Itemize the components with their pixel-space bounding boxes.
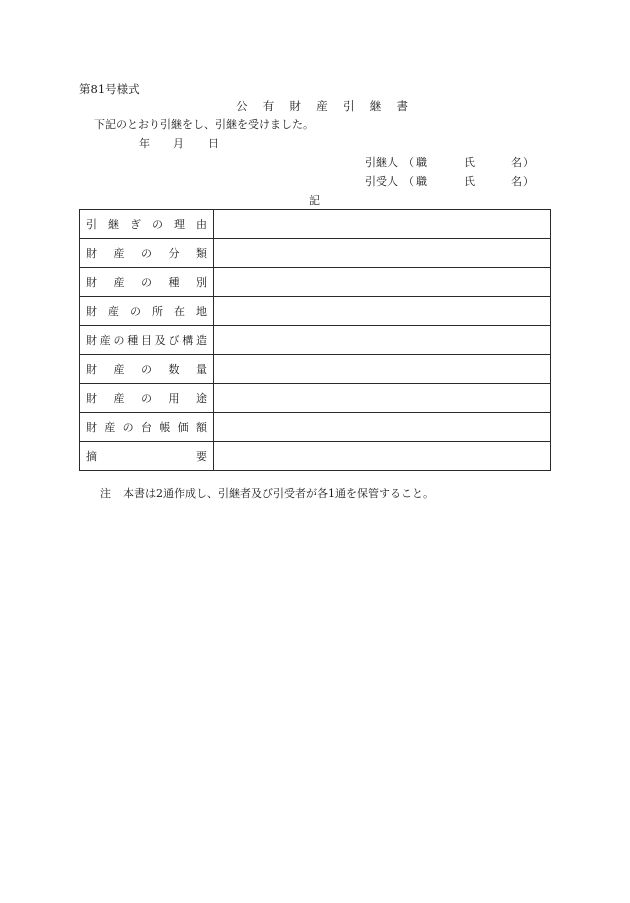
- date-row: [139, 137, 219, 151]
- label-char: 及: [154, 334, 166, 347]
- label-char: の: [152, 218, 163, 231]
- paren-open: （: [403, 156, 414, 169]
- label-char: 産: [108, 305, 119, 318]
- row-label-text: [86, 361, 207, 377]
- form-number: 第81号様式: [79, 82, 140, 96]
- label-char: 摘: [86, 450, 97, 463]
- label-char: 財: [86, 276, 97, 289]
- row-value: [214, 268, 551, 297]
- label-char: 財: [289, 99, 301, 113]
- paren-open: （: [403, 175, 414, 188]
- label-char: の: [141, 276, 152, 289]
- row-label: [80, 268, 214, 297]
- label-char: 財: [86, 392, 97, 405]
- label-char: 産: [113, 392, 125, 405]
- label-char: 分: [168, 247, 180, 260]
- label-char: 数: [168, 363, 180, 376]
- footnote: [100, 487, 434, 501]
- footnote-text: 本書は2通作成し、引継者及び引受者が各1通を保管すること。: [123, 487, 434, 500]
- row-label-text: [86, 390, 207, 406]
- label-char: 種: [127, 334, 139, 347]
- label-char: 産: [113, 276, 125, 289]
- label-char: 産: [104, 421, 116, 434]
- label-char: 所: [152, 305, 163, 318]
- row-value: [214, 297, 551, 326]
- label-char: 台: [140, 421, 152, 434]
- label-char: 途: [196, 392, 207, 405]
- row-label-text: [86, 419, 207, 435]
- table-row: [80, 384, 551, 413]
- row-label: [80, 239, 214, 268]
- label-char: の: [141, 247, 152, 260]
- paren-close: ）: [523, 175, 534, 188]
- row-value: [214, 384, 551, 413]
- row-value: [214, 210, 551, 239]
- ki-heading: 記: [309, 194, 320, 207]
- label-char: の: [113, 334, 125, 347]
- signature-role: 引継人: [365, 156, 398, 169]
- row-label-text: [86, 216, 207, 232]
- label-char: 額: [195, 421, 207, 434]
- row-label: [80, 210, 214, 239]
- row-value: [214, 326, 551, 355]
- row-label: [80, 297, 214, 326]
- label-char: 財: [86, 305, 97, 318]
- label-char: 継: [108, 218, 119, 231]
- row-label: [80, 413, 214, 442]
- table-row: [80, 355, 551, 384]
- table-row: [80, 297, 551, 326]
- label-char: び: [168, 334, 180, 347]
- label-char: 用: [168, 392, 180, 405]
- signature-title-label: 職: [416, 156, 427, 169]
- row-label: [80, 442, 214, 471]
- table-row: [80, 239, 551, 268]
- signature-transferor: [365, 156, 534, 170]
- label-char: 産: [113, 363, 125, 376]
- row-value: [214, 442, 551, 471]
- signature-name-label-2: 名: [511, 156, 522, 169]
- document-title: [236, 99, 408, 113]
- label-char: 地: [196, 305, 207, 318]
- table-row: [80, 210, 551, 239]
- row-value: [214, 239, 551, 268]
- table-row: [80, 268, 551, 297]
- label-char: 引: [86, 218, 97, 231]
- row-label: [80, 355, 214, 384]
- signature-title-label: 職: [416, 175, 427, 188]
- row-label-text: [86, 303, 207, 319]
- label-char: の: [130, 305, 141, 318]
- label-char: 産: [113, 247, 125, 260]
- row-label: [80, 384, 214, 413]
- date-month-label: 月: [173, 137, 184, 150]
- signature-name-label-1: 氏: [464, 175, 475, 188]
- label-char: 産: [99, 334, 111, 347]
- signature-transferee: [365, 175, 534, 189]
- label-char: 有: [262, 99, 275, 113]
- row-label-text: [86, 332, 207, 348]
- row-label-text: [86, 274, 207, 290]
- label-char: 帳: [159, 421, 171, 434]
- label-char: 理: [174, 218, 185, 231]
- label-char: 由: [196, 218, 207, 231]
- label-char: 別: [196, 276, 207, 289]
- date-year-label: 年: [139, 137, 150, 150]
- paren-close: ）: [523, 156, 534, 169]
- label-char: 価: [177, 421, 189, 434]
- row-label-text: [86, 448, 207, 464]
- property-record-table: [79, 209, 551, 471]
- label-char: の: [141, 392, 152, 405]
- label-char: 財: [86, 334, 97, 347]
- table-row: [80, 442, 551, 471]
- label-char: 財: [86, 247, 97, 260]
- label-char: 財: [86, 421, 97, 434]
- table-row: [80, 413, 551, 442]
- label-char: 財: [86, 363, 97, 376]
- signature-name-label-1: 氏: [464, 156, 475, 169]
- label-char: 要: [196, 450, 207, 463]
- label-char: 種: [168, 276, 180, 289]
- intro-text: 下記のとおり引継をし、引継を受けました。: [94, 118, 314, 131]
- date-day-label: 日: [208, 137, 219, 150]
- label-char: ぎ: [130, 218, 141, 231]
- signature-role: 引受人: [365, 175, 398, 188]
- label-char: 産: [316, 99, 328, 113]
- footnote-mark: 注: [100, 487, 111, 500]
- label-char: 引: [343, 99, 355, 113]
- label-char: 公: [236, 99, 248, 113]
- row-label-text: [86, 245, 207, 261]
- label-char: の: [122, 421, 134, 434]
- signature-name-label-2: 名: [511, 175, 522, 188]
- row-label: [80, 326, 214, 355]
- label-char: 書: [396, 99, 408, 113]
- label-char: 造: [196, 334, 207, 347]
- table-row: [80, 326, 551, 355]
- row-value: [214, 355, 551, 384]
- label-char: の: [141, 363, 152, 376]
- row-value: [214, 413, 551, 442]
- label-char: 類: [196, 247, 207, 260]
- label-char: 継: [369, 99, 382, 113]
- label-char: 在: [174, 305, 185, 318]
- label-char: 目: [141, 334, 152, 347]
- label-char: 量: [196, 363, 207, 376]
- label-char: 構: [182, 334, 194, 347]
